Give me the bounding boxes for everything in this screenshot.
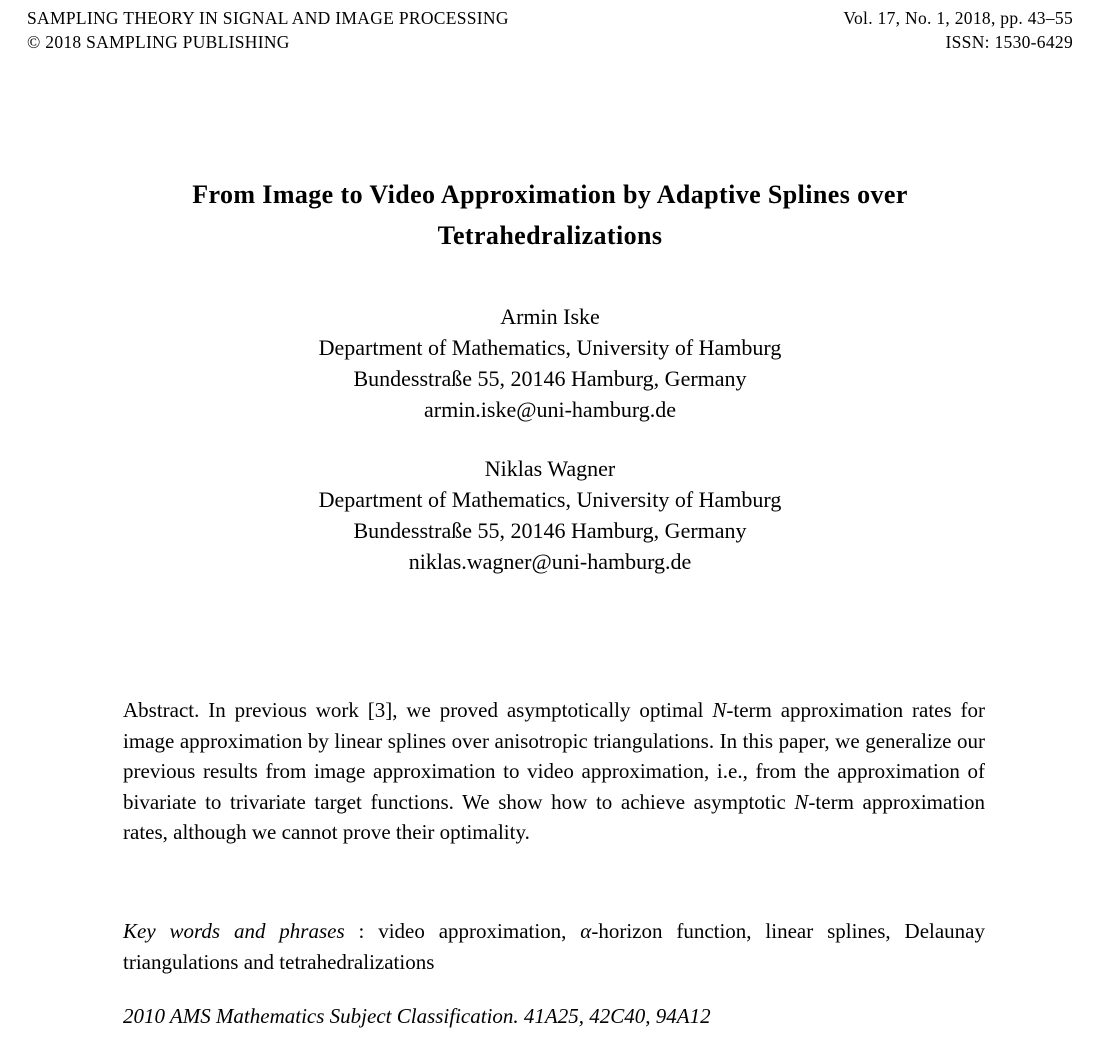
volume-issue-pages: Vol. 17, No. 1, 2018, pp. 43–55 xyxy=(843,8,1073,28)
journal-header-left xyxy=(27,6,509,54)
author-email: armin.iske@uni-hamburg.de xyxy=(423,397,677,422)
author-block-1 xyxy=(0,301,1100,425)
keywords-label: Key words and phrases xyxy=(123,919,345,943)
paper-title xyxy=(40,174,1060,256)
keywords-text: -horizon function, linear splines, Delaunay triangulations and tetrahedralizations xyxy=(123,919,985,974)
author-name: Niklas Wagner xyxy=(484,456,616,481)
author-address: Bundesstraße 55, 20146 Hamburg, Germany xyxy=(353,366,747,391)
abstract-text: Abstract. In previous work [3], we proved asymptotically optimal xyxy=(123,698,713,722)
journal-header xyxy=(27,6,1073,54)
author-department: Department of Mathematics, University of Hamburg xyxy=(318,487,782,512)
author-email: niklas.wagner@uni-hamburg.de xyxy=(408,549,692,574)
copyright-line: © 2018 SAMPLING PUBLISHING xyxy=(27,32,290,52)
abstract-math-n: N xyxy=(794,789,809,814)
keywords-text: : video approximation, xyxy=(344,919,581,943)
ams-classification: 2010 AMS Mathematics Subject Classification. 41A25, 42C40, 94A12 xyxy=(123,1004,711,1028)
abstract-paragraph xyxy=(123,695,985,848)
author-name: Armin Iske xyxy=(500,304,600,329)
abstract-text: -term approximation rates for image approximation by linear splines over anisotropic triangulations. In this paper, we generalize our previous results from image approximation to video approximation, i.e., from the approximation of bivariate to trivariate target functions. We show how to achieve asymptotic xyxy=(123,698,986,814)
author-address: Bundesstraße 55, 20146 Hamburg, Germany xyxy=(353,518,747,543)
issn-line: ISSN: 1530-6429 xyxy=(945,32,1073,52)
author-department: Department of Mathematics, University of Hamburg xyxy=(318,335,782,360)
author-block-2 xyxy=(0,453,1100,577)
paper-title-line-2: Tetrahedralizations xyxy=(437,221,663,250)
journal-header-right xyxy=(843,6,1073,54)
keywords-alpha-symbol: α xyxy=(580,919,592,943)
journal-name: SAMPLING THEORY IN SIGNAL AND IMAGE PROCESSING xyxy=(27,8,509,28)
abstract-math-n: N xyxy=(712,698,727,722)
abstract-text: -term approximation rates, although we cannot prove their optimality. xyxy=(123,789,985,844)
keywords-paragraph xyxy=(123,916,985,977)
paper-title-line-1: From Image to Video Approximation by Adaptive Splines over xyxy=(192,180,908,209)
